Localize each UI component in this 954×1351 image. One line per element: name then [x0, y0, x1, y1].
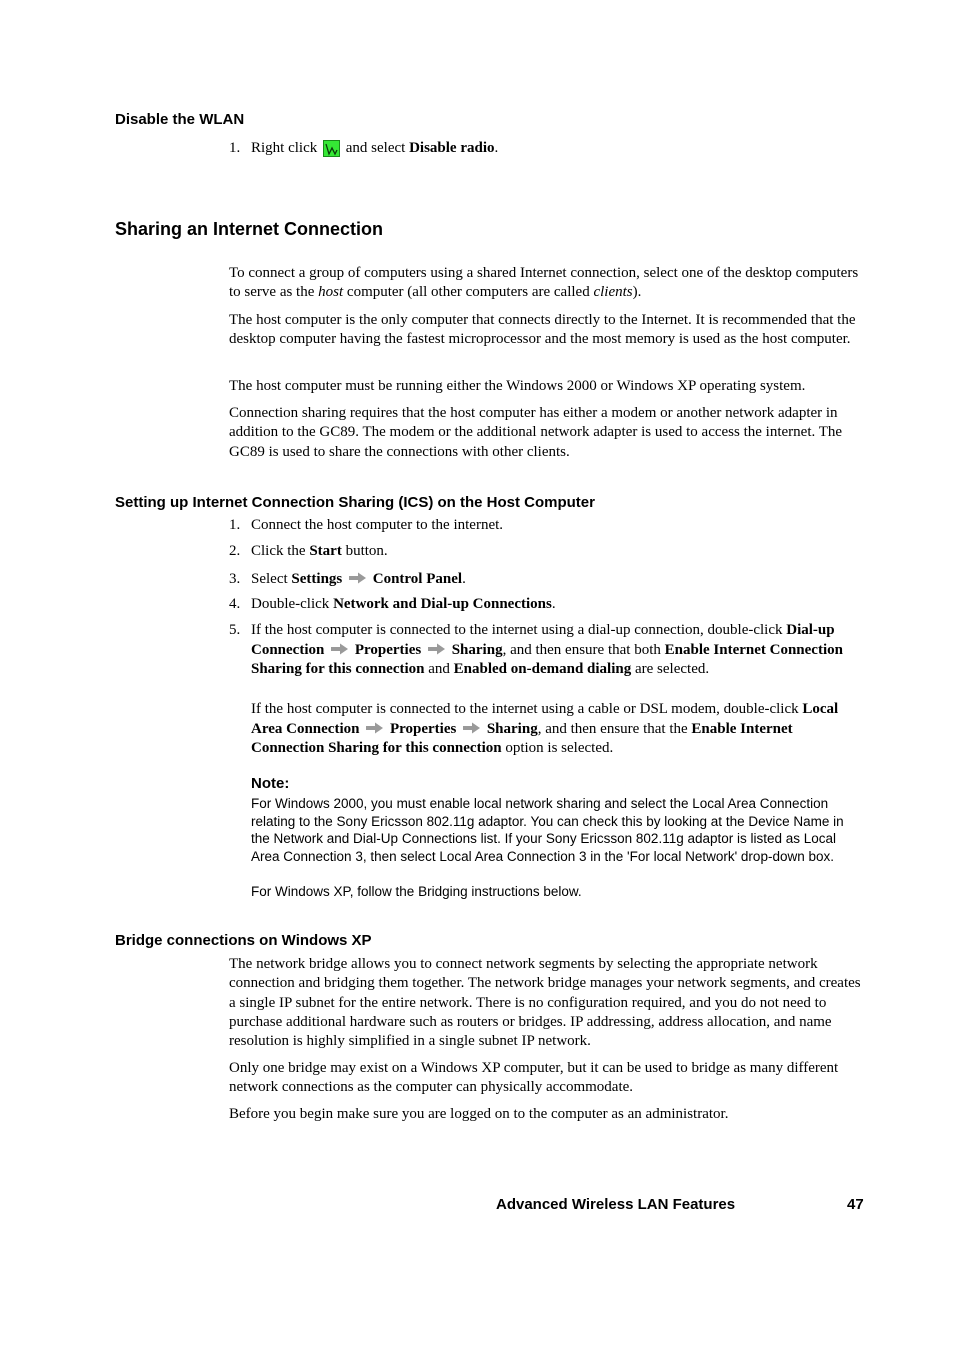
footer-title: Advanced Wireless LAN Features [496, 1196, 736, 1213]
heading-bridge: Bridge connections on Windows XP [115, 932, 372, 949]
list-item [229, 139, 869, 159]
paragraph: The host computer is the only computer that connects directly to the Internet. It is recommended that the desktop computer having the fastest microprocessor and the most memory is used as the host computer. [229, 312, 856, 348]
right-arrow-icon [348, 572, 367, 584]
list-number: 3. [229, 571, 241, 587]
paragraph: Before you begin make sure you are logged on to the computer as an administrator. [229, 1106, 729, 1122]
paragraph: To connect a group of computers using a shared Internet connection, select one of the desktop computers to serve as the host computer (all other computers are called clients). [229, 265, 859, 301]
list-number: 2. [229, 543, 241, 559]
list-text: Select Settings Control Panel. [251, 571, 466, 587]
note-text: For Windows 2000, you must enable local network sharing and select the Local Area Connection relating to the Sony Ericsson 802.11g adaptor. You can check this by looking at the Device Name in the Network and Dial-Up Connections list. If your Sony Ericsson 802.11g adaptor is listed as Local Area Connection 3, then select Local Area Connection 3 in the 'For local Network' drop-down box. [251, 796, 844, 864]
heading-ics: Setting up Internet Connection Sharing (ICS) on the Host Computer [115, 494, 595, 511]
list-number: 4. [229, 596, 241, 612]
list-text: Right click and select Disable radio. [251, 140, 499, 156]
list-text: If the host computer is connected to the internet using a cable or DSL modem, double-click Local Area Connection Properties Sharing, and then ensure that the Enable Internet Connection Sharing for this connection option is selected. [251, 701, 839, 756]
list-number: 1. [229, 140, 241, 156]
paragraph: Connection sharing requires that the host computer has either a modem or another network adapter in addition to the GC89. The modem or the additional network adapter is used to access the internet. The GC89 is used to share the connections with other clients. [229, 405, 843, 460]
list-item [229, 570, 869, 590]
note-text: For Windows XP, follow the Bridging instructions below. [251, 884, 582, 899]
list-item [229, 516, 869, 536]
right-arrow-icon [462, 722, 481, 734]
paragraph: The host computer must be running either the Windows 2000 or Windows XP operating system. [229, 378, 806, 394]
list-item [229, 621, 869, 680]
list-text: If the host computer is connected to the internet using a dial-up connection, double-click Dial-up Connection Properties Sharing, and then ensure that both Enable Internet Connection Sharing for this connection and Enabled on-demand dialing are selected. [251, 622, 843, 677]
paragraph: Only one bridge may exist on a Windows XP computer, but it can be used to bridge as many different network connections as the computer can physically accommodate. [229, 1060, 839, 1096]
list-text: Click the Start button. [251, 543, 388, 559]
list-number: 5. [229, 622, 241, 638]
note-title: Note: [251, 775, 290, 792]
wlan-signal-icon [323, 140, 340, 157]
page-number: 47 [847, 1196, 864, 1213]
right-arrow-icon [427, 643, 446, 655]
list-text: Double-click Network and Dial-up Connections. [251, 596, 556, 612]
list-number: 1. [229, 517, 241, 533]
paragraph: The network bridge allows you to connect network segments by selecting the appropriate network connection and bridging them together. The network bridge manages your network segments, and creates a single IP subnet for the entire network. There is no configuration required, and you do not need to purchase additional hardware such as routers or bridges. IP addressing, address allocation, and name resolution is highly simplified in a single subnet IP network. [229, 956, 861, 1050]
heading-sharing: Sharing an Internet Connection [115, 219, 384, 239]
heading-disable-wlan: Disable the WLAN [115, 111, 245, 128]
right-arrow-icon [330, 643, 349, 655]
list-text: Connect the host computer to the internet. [251, 517, 504, 533]
list-item-continuation [251, 700, 869, 759]
list-item [229, 595, 869, 615]
right-arrow-icon [365, 722, 384, 734]
list-item [229, 542, 869, 562]
